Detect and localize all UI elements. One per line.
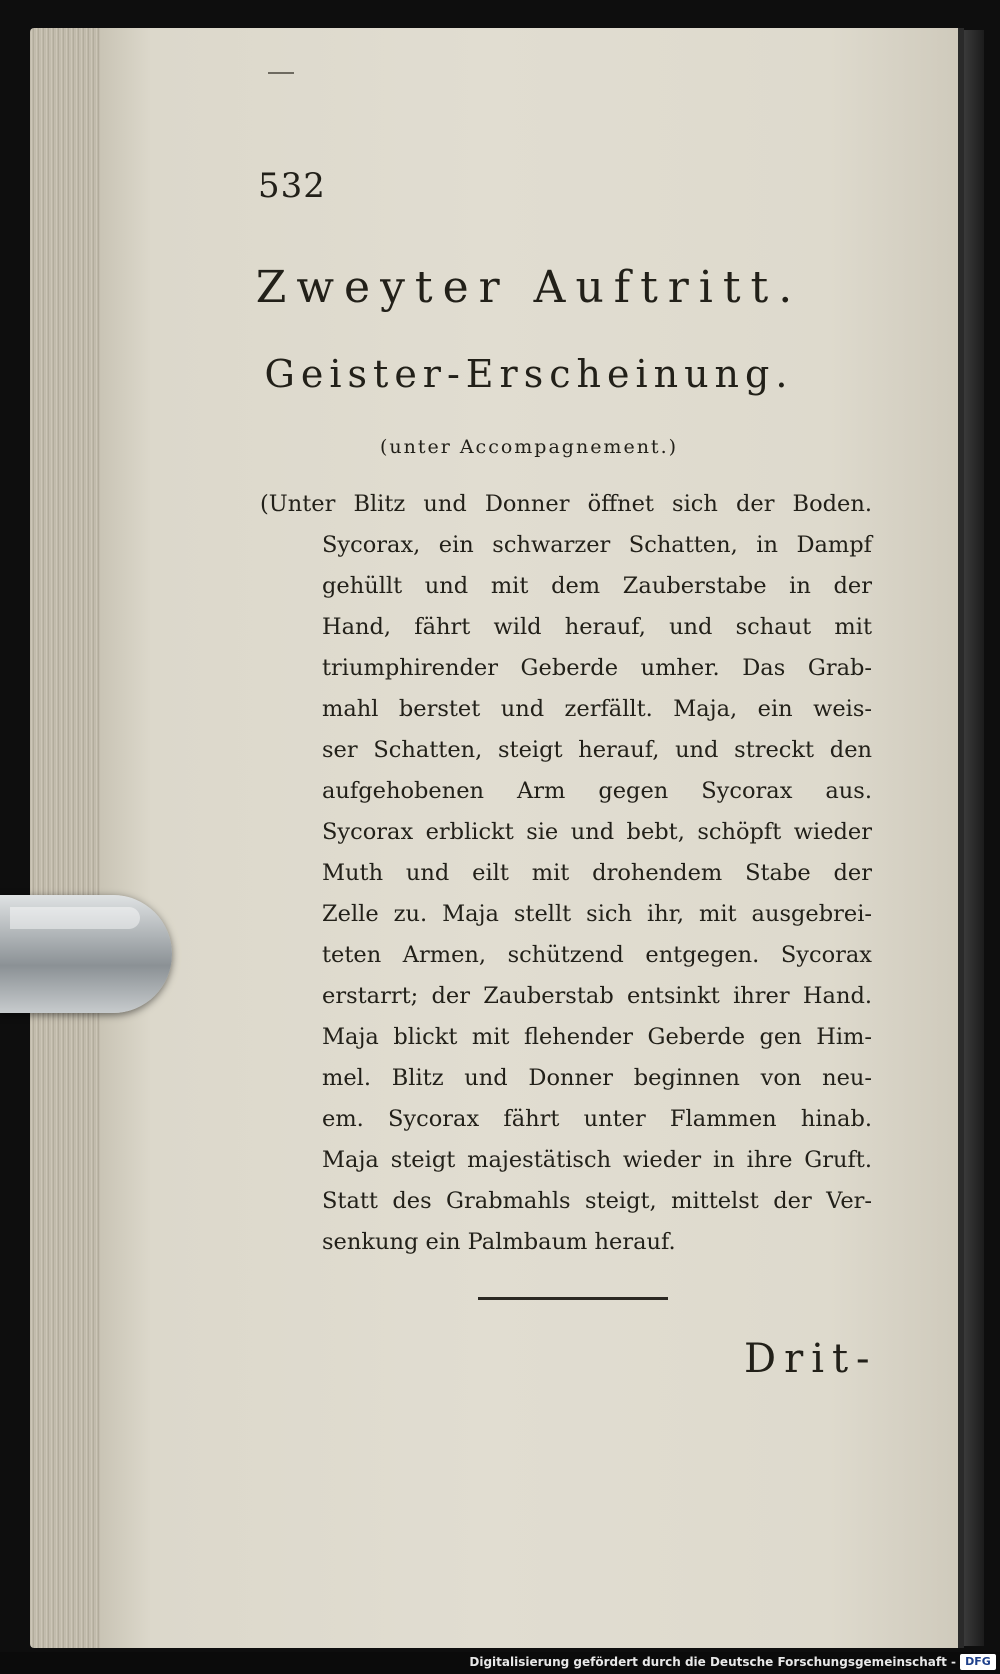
- stage-direction-line: ser Schatten, steigt herauf, und streckt den: [322, 737, 872, 763]
- book-spine-edge: [964, 30, 984, 1646]
- stage-direction-line: Maja blickt mit flehender Geberde gen Him-: [322, 1024, 872, 1050]
- page-clip: [0, 895, 172, 1013]
- stage-direction-line: Statt des Grabmahls steigt, mittelst der Ver-: [322, 1188, 872, 1214]
- catchword: Drit-: [744, 1336, 878, 1382]
- stage-direction-line: (Unter Blitz und Donner öffnet sich der Boden.: [260, 491, 872, 517]
- stage-direction-line: aufgehobenen Arm gegen Sycorax aus.: [322, 778, 872, 804]
- stage-direction-line: gehüllt und mit dem Zauberstabe in der: [322, 573, 872, 599]
- section-rule: [478, 1297, 668, 1300]
- stage-direction-line: senkung ein Palmbaum herauf.: [322, 1229, 676, 1255]
- stage-direction-line: Sycorax, ein schwarzer Schatten, in Dampf: [322, 532, 872, 558]
- stage-direction-line: Hand, fährt wild herauf, und schaut mit: [322, 614, 872, 640]
- dfg-logo: DFG: [960, 1654, 996, 1670]
- stage-direction-line: Zelle zu. Maja stellt sich ihr, mit ausgebrei-: [322, 901, 872, 927]
- scene-note: (unter Accompagnement.): [379, 436, 679, 458]
- stage-direction-line: mahl berstet und zerfällt. Maja, ein weis-: [322, 696, 872, 722]
- footer-credit: Digitalisierung gefördert durch die Deutsche Forschungsgemeinschaft -: [469, 1655, 956, 1669]
- pencil-mark: [268, 72, 294, 74]
- stage-direction-line: erstarrt; der Zauberstab entsinkt ihrer Hand.: [322, 983, 872, 1009]
- page-number: 532: [258, 166, 326, 206]
- stage-direction: [260, 484, 872, 1263]
- page-stack-edges: [30, 28, 106, 1648]
- stage-direction-line: teten Armen, schützend entgegen. Sycorax: [322, 942, 872, 968]
- stage-direction-line: Muth und eilt mit drohendem Stabe der: [322, 860, 872, 886]
- scene-subtitle: Geister-Erscheinung.: [264, 352, 794, 396]
- stage-direction-line: Sycorax erblickt sie und bebt, schöpft wieder: [322, 819, 872, 845]
- stage-direction-line: mel. Blitz und Donner beginnen von neu-: [322, 1065, 872, 1091]
- stage-direction-line: em. Sycorax fährt unter Flammen hinab.: [322, 1106, 872, 1132]
- clip-highlight: [10, 907, 140, 929]
- stage-direction-line: triumphirender Geberde umher. Das Grab-: [322, 655, 872, 681]
- scene-title: Zweyter Auftritt.: [255, 262, 803, 313]
- stage-direction-line: Maja steigt majestätisch wieder in ihre Gruft.: [322, 1147, 872, 1173]
